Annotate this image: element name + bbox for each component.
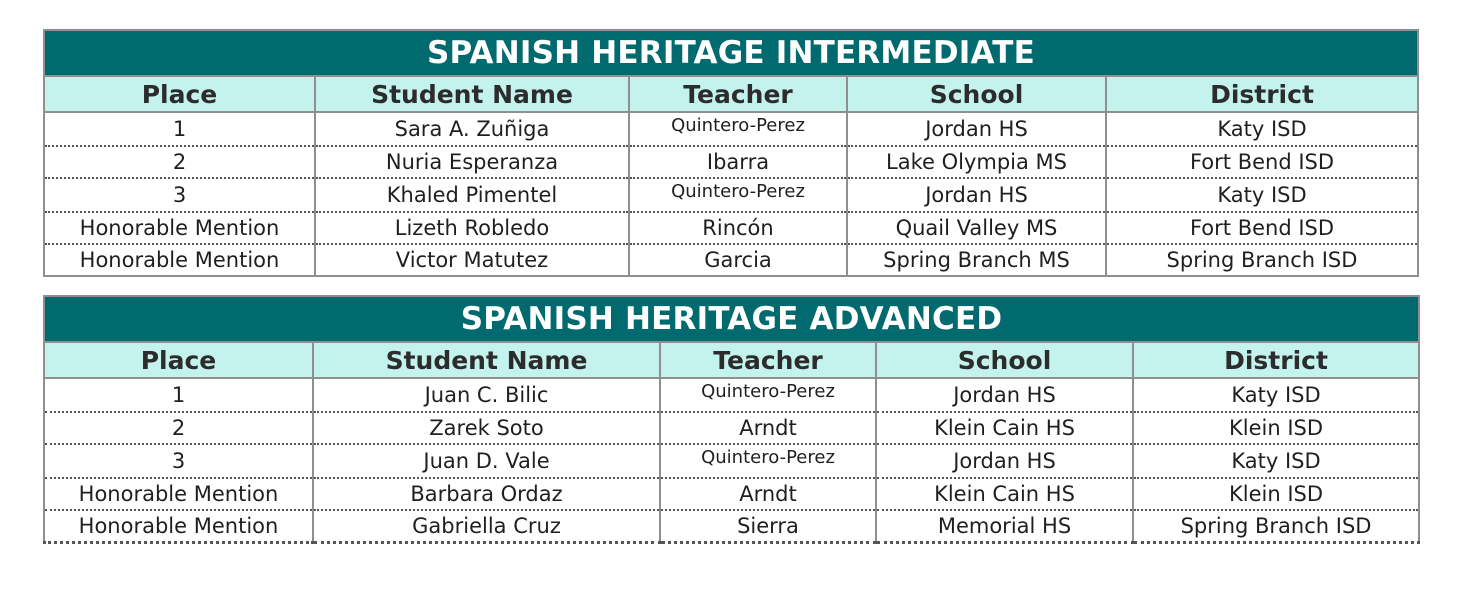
district-cell: Klein ISD: [1133, 478, 1419, 510]
place-cell: Honorable Mention: [44, 212, 315, 244]
column-header-place: Place: [44, 342, 313, 378]
district-cell: Spring Branch ISD: [1106, 244, 1418, 276]
teacher-cell: Garcia: [629, 244, 847, 276]
column-header-student-name: Student Name: [315, 76, 629, 112]
table-row: [44, 378, 1419, 412]
district-cell: Katy ISD: [1133, 378, 1419, 412]
table-title-row: [44, 296, 1419, 342]
district-cell: Fort Bend ISD: [1106, 212, 1418, 244]
column-header-school: School: [847, 76, 1106, 112]
column-header-teacher: Teacher: [629, 76, 847, 112]
district-cell: Katy ISD: [1133, 444, 1419, 478]
place-cell: Honorable Mention: [44, 244, 315, 276]
student-name-cell: Barbara Ordaz: [313, 478, 660, 510]
table-row: [44, 510, 1419, 543]
table-row: [44, 212, 1418, 244]
district-cell: Klein ISD: [1133, 412, 1419, 444]
column-header-student-name: Student Name: [313, 342, 660, 378]
table-row: [44, 444, 1419, 478]
school-cell: Jordan HS: [876, 444, 1133, 478]
table-title: SPANISH HERITAGE ADVANCED: [44, 296, 1419, 342]
student-name-cell: Sara A. Zuñiga: [315, 112, 629, 146]
place-cell: 3: [44, 444, 313, 478]
district-cell: Katy ISD: [1106, 178, 1418, 212]
place-cell: 3: [44, 178, 315, 212]
teacher-cell: Sierra: [660, 510, 876, 543]
place-cell: 1: [44, 112, 315, 146]
teacher-cell: Arndt: [660, 478, 876, 510]
school-cell: Spring Branch MS: [847, 244, 1106, 276]
school-cell: Lake Olympia MS: [847, 146, 1106, 178]
teacher-cell: Ibarra: [629, 146, 847, 178]
teacher-cell: Arndt: [660, 412, 876, 444]
table-title: SPANISH HERITAGE INTERMEDIATE: [44, 30, 1418, 76]
student-name-cell: Lizeth Robledo: [315, 212, 629, 244]
advanced-results-table: [43, 295, 1420, 544]
table-row: [44, 112, 1418, 146]
student-name-cell: Victor Matutez: [315, 244, 629, 276]
district-cell: Fort Bend ISD: [1106, 146, 1418, 178]
place-cell: 2: [44, 412, 313, 444]
teacher-cell: Quintero-Perez: [660, 444, 876, 478]
school-cell: Jordan HS: [876, 378, 1133, 412]
student-name-cell: Juan D. Vale: [313, 444, 660, 478]
place-cell: 1: [44, 378, 313, 412]
school-cell: Klein Cain HS: [876, 478, 1133, 510]
school-cell: Klein Cain HS: [876, 412, 1133, 444]
place-cell: 2: [44, 146, 315, 178]
student-name-cell: Nuria Esperanza: [315, 146, 629, 178]
teacher-cell: Quintero-Perez: [660, 378, 876, 412]
student-name-cell: Zarek Soto: [313, 412, 660, 444]
table-row: [44, 244, 1418, 276]
table-row: [44, 478, 1419, 510]
teacher-cell: Quintero-Perez: [629, 178, 847, 212]
table-row: [44, 146, 1418, 178]
teacher-cell: Rincón: [629, 212, 847, 244]
column-header-teacher: Teacher: [660, 342, 876, 378]
column-header-school: School: [876, 342, 1133, 378]
school-cell: Quail Valley MS: [847, 212, 1106, 244]
column-header-district: District: [1133, 342, 1419, 378]
table-row: [44, 412, 1419, 444]
district-cell: Katy ISD: [1106, 112, 1418, 146]
table-header-row: [44, 76, 1418, 112]
intermediate-results-table: [43, 29, 1419, 277]
table-row: [44, 178, 1418, 212]
school-cell: Jordan HS: [847, 112, 1106, 146]
school-cell: Memorial HS: [876, 510, 1133, 543]
place-cell: Honorable Mention: [44, 478, 313, 510]
student-name-cell: Juan C. Bilic: [313, 378, 660, 412]
district-cell: Spring Branch ISD: [1133, 510, 1419, 543]
table-title-row: [44, 30, 1418, 76]
school-cell: Jordan HS: [847, 178, 1106, 212]
column-header-place: Place: [44, 76, 315, 112]
place-cell: Honorable Mention: [44, 510, 313, 543]
student-name-cell: Khaled Pimentel: [315, 178, 629, 212]
teacher-cell: Quintero-Perez: [629, 112, 847, 146]
student-name-cell: Gabriella Cruz: [313, 510, 660, 543]
column-header-district: District: [1106, 76, 1418, 112]
table-header-row: [44, 342, 1419, 378]
